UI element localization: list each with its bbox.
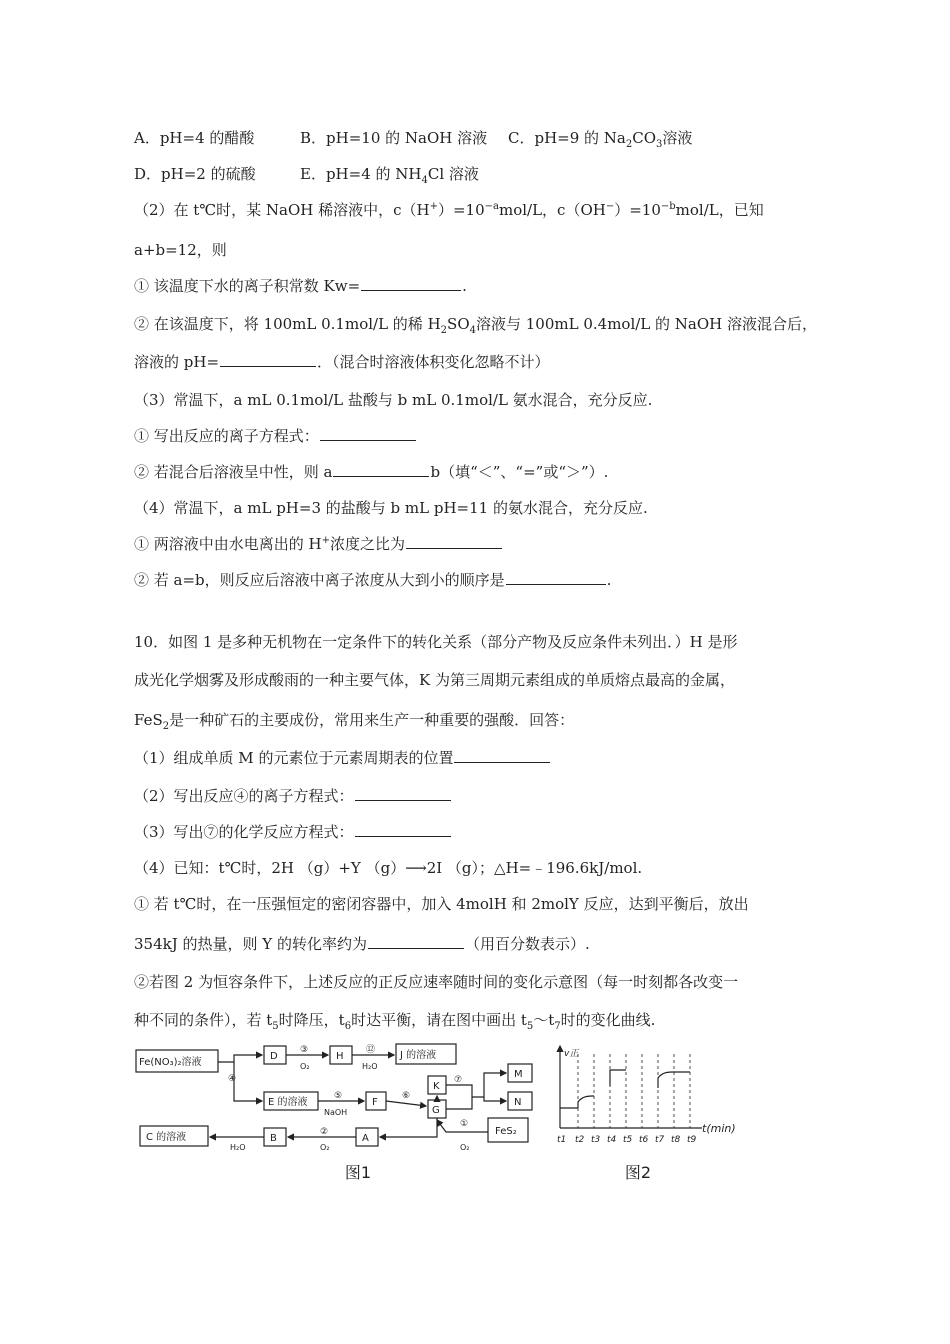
option-e: E．pH=4 的 $NH_4Cl$ 溶液 — [300, 165, 479, 186]
tick-label-t6: t6 — [639, 1135, 649, 1145]
answer-blank[interactable] — [454, 748, 550, 763]
label-k: K — [433, 1081, 440, 1092]
reaction-1: ① — [460, 1119, 469, 1129]
q10-stem-line2: 成光化学烟雾及形成酸雨的一种主要气体，K 为第三周期元素组成的单质熔点最高的金属， — [134, 671, 735, 689]
q9-part3-q2: ② 若混合后溶液呈中性，则 a b（填“＜”、“=”或“＞”）. — [134, 463, 609, 481]
answer-blank[interactable] — [355, 786, 451, 801]
reagent-h2o-12: H₂O — [362, 1062, 378, 1071]
q9-part2-q2-line2: 溶液的 pH= ．（混合时溶液体积变化忽略不计） — [134, 353, 550, 371]
label-e: E 的溶液 — [268, 1097, 308, 1108]
q9-part3: （3）常温下，a mL 0.1mol/L 盐酸与 b mL 0.1mol/L 氨水混合，充分反应. — [134, 391, 653, 409]
reagent-o2-1: O₂ — [460, 1143, 470, 1152]
reaction-12: ⑫ — [366, 1045, 376, 1055]
reagent-naoh: NaOH — [324, 1108, 348, 1117]
answer-blank[interactable] — [220, 352, 316, 367]
label-m: M — [514, 1069, 523, 1080]
x-axis-label: t(min) — [702, 1122, 736, 1135]
label-b: B — [270, 1133, 277, 1144]
tick-label-t4: t4 — [607, 1135, 617, 1145]
q9-part2-q1: ① 该温度下水的离子积常数 Kw= . — [134, 277, 467, 295]
option-a: A．pH=4 的醋酸 — [134, 129, 255, 147]
q9-part4-q2: ② 若 a=b，则反应后溶液中离子浓度从大到小的顺序是 . — [134, 571, 612, 589]
label-n: N — [514, 1097, 522, 1108]
tick-label-t8: t8 — [671, 1135, 681, 1145]
option-c: C．pH=9 的 $Na_2CO_3$溶液 — [508, 129, 693, 150]
q10-sub4-q2-line2: 种不同的条件），若 $t_5$时降压，$t_6$时达平衡，请在图中画出 $t_5\sim t_7$时的变化曲线. — [134, 1011, 656, 1032]
label-a: A — [362, 1133, 369, 1144]
label-f: F — [372, 1097, 378, 1108]
reaction-4: ④ — [228, 1074, 237, 1084]
q9-options-row1 — [134, 128, 693, 150]
q10-sub4-q1-line2: 354kJ 的热量，则 Y 的转化率约为 （用百分数表示）. — [134, 935, 590, 953]
answer-blank[interactable] — [355, 822, 451, 837]
q9-options-row2 — [134, 164, 479, 186]
q10-sub4: （4）已知：t℃时，2H （g）+Y （g）⟶2I （g）；△H=﹣196.6kJ/mol. — [134, 859, 643, 877]
figure-1-flow-diagram — [134, 1040, 546, 1190]
answer-blank[interactable] — [406, 534, 502, 549]
tick-label-t3: t3 — [591, 1135, 601, 1145]
option-d: D．pH=2 的硫酸 — [134, 165, 256, 183]
tick-label-t1: t1 — [557, 1135, 567, 1145]
answer-blank[interactable] — [506, 570, 606, 585]
q10-stem-line1: 10．如图 1 是多种无机物在一定条件下的转化关系（部分产物及反应条件未列出．）H 是形 — [134, 633, 738, 651]
y-axis-label: v正 — [564, 1049, 579, 1059]
label-fe-no3-2: Fe(NO₃)₂溶液 — [139, 1057, 202, 1068]
q10-sub4-q1-line1: ① 若 t℃时，在一压强恒定的密闭容器中，加入 4molH 和 2molY 反应，达到平衡后，放出 — [134, 895, 749, 913]
q9-part3-q1: ① 写出反应的离子方程式： — [134, 426, 417, 446]
q9-part2-line1: （2）在 t℃时，某 NaOH 稀溶液中，$c(H^+)=10^{-a}mol/L$，$c(OH^-)=10^{-b}mol/L$，已知 — [134, 201, 764, 219]
answer-blank[interactable] — [361, 276, 461, 291]
time-tick-labels — [557, 1135, 697, 1145]
reagent-o2-3: O₂ — [300, 1062, 310, 1071]
reagent-o2-2: O₂ — [320, 1143, 330, 1152]
tick-label-t5: t5 — [623, 1135, 633, 1145]
label-j: J 的溶液 — [400, 1050, 437, 1061]
label-c: C 的溶液 — [146, 1132, 187, 1143]
reaction-2: ② — [320, 1127, 329, 1137]
q9-part4: （4）常温下，a mL pH=3 的盐酸与 b mL pH=11 的氨水混合，充分反应. — [134, 499, 648, 517]
label-g: G — [432, 1105, 440, 1116]
q9-part4-q1: ① 两溶液中由水电离出的 H+浓度之比为 — [134, 534, 503, 554]
tick-label-t7: t7 — [655, 1135, 665, 1145]
q9-part2-line2: a+b=12，则 — [134, 241, 227, 259]
rate-curve — [560, 1070, 690, 1108]
answer-blank[interactable] — [320, 426, 416, 441]
q10-stem-line3: FeS$_2$是一种矿石的主要成份，常用来生产一种重要的强酸．回答： — [134, 711, 575, 732]
reaction-6: ⑥ — [402, 1091, 411, 1101]
reaction-7: ⑦ — [454, 1075, 463, 1085]
label-d: D — [270, 1051, 278, 1062]
option-b: B．pH=10 的 NaOH 溶液 — [300, 129, 488, 147]
tick-label-t9: t9 — [687, 1135, 697, 1145]
q10-sub3: （3）写出⑦的化学反应方程式： — [134, 822, 452, 842]
q10-sub2: （2）写出反应④的离子方程式： — [134, 786, 452, 806]
q10-sub4-q2-line1: ②若图 2 为恒容条件下，上述反应的正反应速率随时间的变化示意图（每一时刻都各改变一 — [134, 973, 739, 991]
reaction-3: ③ — [300, 1045, 309, 1055]
figure-2-rate-chart — [552, 1040, 742, 1190]
q9-part2-q2-line1: ② 在该温度下，将 100mL 0.1mol/L 的稀 $H_2SO_4$溶液与 100mL 0.4mol/L 的 NaOH 溶液混合后， — [134, 315, 818, 336]
reaction-5: ⑤ — [334, 1091, 343, 1101]
answer-blank[interactable] — [333, 462, 429, 477]
label-h: H — [336, 1051, 344, 1062]
answer-blank[interactable] — [368, 934, 464, 949]
time-gridlines — [578, 1054, 690, 1128]
figure-1-caption: 图1 — [344, 1163, 372, 1182]
reagent-h2o-c: H₂O — [230, 1143, 246, 1152]
label-fes2: FeS₂ — [495, 1126, 517, 1137]
q10-sub1: （1）组成单质 M 的元素位于元素周期表的位置 — [134, 748, 551, 768]
tick-label-t2: t2 — [575, 1135, 585, 1145]
figure-2-caption: 图2 — [624, 1163, 652, 1182]
